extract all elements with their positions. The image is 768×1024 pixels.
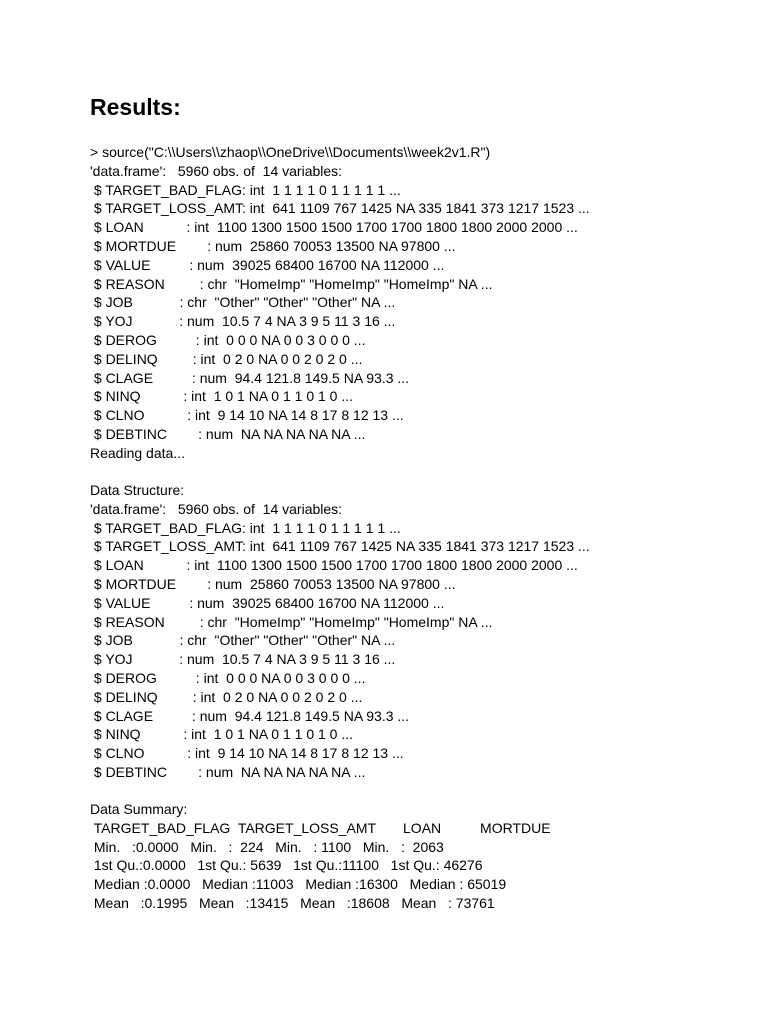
data-structure-block	[90, 481, 750, 782]
source-line: $ JOB : chr "Other" "Other" "Other" NA ...	[90, 294, 396, 311]
structure-line: $ LOAN : int 1100 1300 1500 1500 1700 1700 1800 1800 2000 2000 ...	[90, 557, 578, 574]
source-line: $ TARGET_BAD_FLAG: int 1 1 1 1 0 1 1 1 1 1 ...	[90, 181, 401, 198]
source-line: $ NINQ : int 1 0 1 NA 0 1 1 0 1 0 ...	[90, 388, 354, 405]
source-line: $ DEROG : int 0 0 0 NA 0 0 3 0 0 0 ...	[90, 331, 366, 348]
source-line: $ DELINQ : int 0 2 0 NA 0 0 2 0 2 0 ...	[90, 350, 363, 367]
source-output-block	[90, 143, 750, 463]
source-line: $ TARGET_LOSS_AMT: int 641 1109 767 1425 NA 335 1841 373 1217 1523 ...	[90, 200, 590, 217]
source-line: $ YOJ : num 10.5 7 4 NA 3 9 5 11 3 16 ...	[90, 313, 396, 330]
structure-line: $ DEROG : int 0 0 0 NA 0 0 3 0 0 0 ...	[90, 669, 366, 686]
summary-row: 1st Qu.:0.0000 1st Qu.: 5639 1st Qu.:11100 1st Qu.: 46276	[90, 857, 483, 874]
structure-line: $ DEBTINC : num NA NA NA NA NA ...	[90, 763, 366, 780]
summary-header-row: TARGET_BAD_FLAG TARGET_LOSS_AMT LOAN MORTDUE	[90, 819, 551, 836]
source-line: $ VALUE : num 39025 68400 16700 NA 112000 ...	[90, 256, 445, 273]
source-line: $ CLNO : int 9 14 10 NA 14 8 17 8 12 13 ...	[90, 407, 404, 424]
summary-title: Data Summary:	[90, 801, 188, 817]
results-heading: Results:	[90, 94, 181, 120]
source-line: Reading data...	[90, 444, 185, 461]
source-line: 'data.frame': 5960 obs. of 14 variables:	[90, 162, 343, 179]
document-page	[90, 92, 750, 911]
summary-row: Mean :0.1995 Mean :13415 Mean :18608 Mean : 73761	[90, 894, 495, 911]
structure-line: $ VALUE : num 39025 68400 16700 NA 112000 ...	[90, 594, 445, 611]
structure-line: 'data.frame': 5960 obs. of 14 variables:	[90, 500, 343, 517]
source-line: $ LOAN : int 1100 1300 1500 1500 1700 1700 1800 1800 2000 2000 ...	[90, 219, 578, 236]
structure-line: $ CLNO : int 9 14 10 NA 14 8 17 8 12 13 ...	[90, 745, 404, 762]
source-line: $ MORTDUE : num 25860 70053 13500 NA 97800 ...	[90, 237, 456, 254]
summary-row: Median :0.0000 Median :11003 Median :16300 Median : 65019	[90, 876, 507, 893]
structure-line: $ DELINQ : int 0 2 0 NA 0 0 2 0 2 0 ...	[90, 688, 363, 705]
source-line: $ DEBTINC : num NA NA NA NA NA ...	[90, 425, 366, 442]
source-line: $ CLAGE : num 94.4 121.8 149.5 NA 93.3 ...	[90, 369, 410, 386]
structure-line: $ NINQ : int 1 0 1 NA 0 1 1 0 1 0 ...	[90, 726, 354, 743]
data-summary-block	[90, 800, 750, 913]
structure-title: Data Structure:	[90, 482, 185, 498]
structure-line: $ YOJ : num 10.5 7 4 NA 3 9 5 11 3 16 ...	[90, 651, 396, 668]
structure-line: $ JOB : chr "Other" "Other" "Other" NA ...	[90, 632, 396, 649]
summary-row: Min. :0.0000 Min. : 224 Min. : 1100 Min. : 2063	[90, 838, 444, 855]
structure-line: $ CLAGE : num 94.4 121.8 149.5 NA 93.3 ...	[90, 707, 410, 724]
structure-line: $ TARGET_BAD_FLAG: int 1 1 1 1 0 1 1 1 1 1 ...	[90, 519, 401, 536]
structure-line: $ TARGET_LOSS_AMT: int 641 1109 767 1425 NA 335 1841 373 1217 1523 ...	[90, 538, 590, 555]
source-line: $ REASON : chr "HomeImp" "HomeImp" "HomeImp" NA ...	[90, 275, 493, 292]
structure-line: $ REASON : chr "HomeImp" "HomeImp" "HomeImp" NA ...	[90, 613, 493, 630]
structure-line: $ MORTDUE : num 25860 70053 13500 NA 97800 ...	[90, 575, 456, 592]
source-line: > source("C:\\Users\\zhaop\\OneDrive\\Documents\\week2v1.R")	[90, 144, 491, 160]
